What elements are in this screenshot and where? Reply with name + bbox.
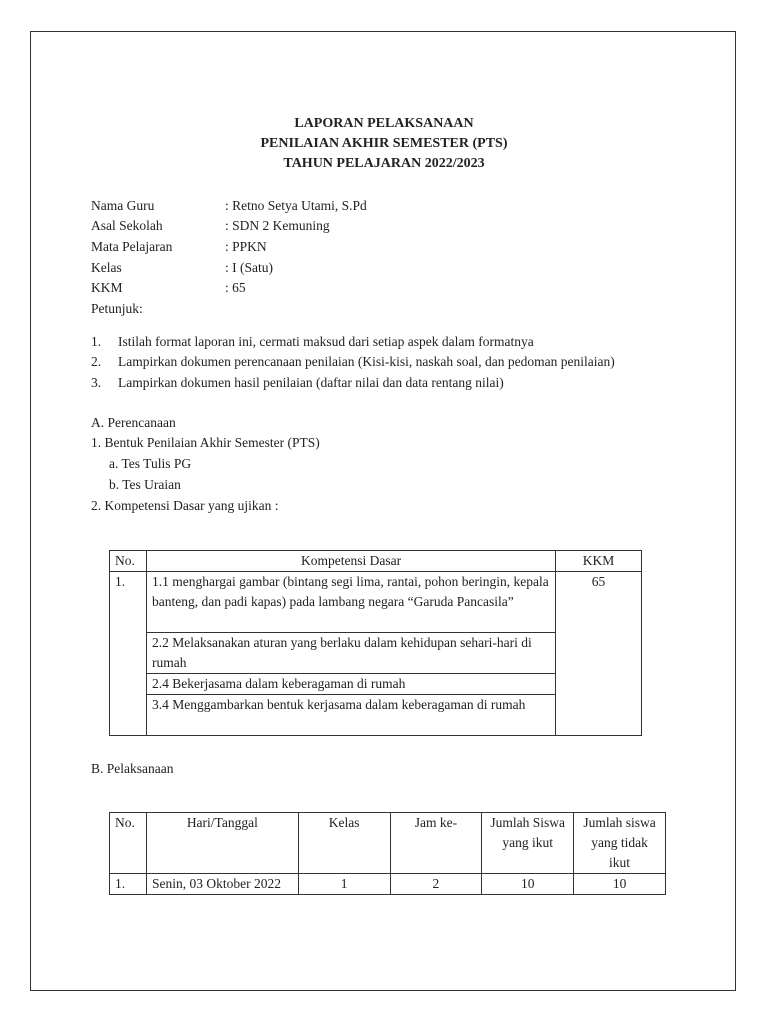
exec-table [109, 812, 666, 895]
instruction-number: 3. [91, 375, 102, 390]
info-value-nama-guru: : Retno Setya Utami, S.Pd [225, 198, 367, 213]
title-line-2: PENILAIAN AKHIR SEMESTER (PTS) [260, 136, 508, 151]
instruction-text: Lampirkan dokumen perencanaan penilaian (Kisi-kisi, naskah soal, dan pedoman penilaian) [118, 354, 615, 369]
section-a-heading: A. Perencanaan [91, 415, 176, 430]
info-label-nama-guru: Nama Guru [91, 198, 155, 213]
title-line-3: TAHUN PELAJARAN 2022/2023 [283, 156, 485, 171]
section-a-sub-b: b. Tes Uraian [109, 477, 181, 492]
petunjuk-label: Petunjuk: [91, 301, 143, 316]
exec-header-ikut: Jumlah Siswa yang ikut [482, 813, 574, 874]
kd-table-header [110, 551, 642, 572]
section-a-item-1: 1. Bentuk Penilaian Akhir Semester (PTS) [91, 435, 320, 450]
table-row [110, 572, 642, 633]
instruction-number: 1. [91, 334, 102, 349]
instruction-text: Lampirkan dokumen hasil penilaian (daftar nilai dan data rentang nilai) [118, 375, 504, 390]
exec-header-kelas: Kelas [298, 813, 390, 874]
kd-header-kkm: KKM [556, 551, 642, 572]
info-label-asal-sekolah: Asal Sekolah [91, 218, 163, 233]
exec-header-no: No. [110, 813, 147, 874]
exec-cell-date: Senin, 03 Oktober 2022 [146, 874, 298, 895]
table-row [110, 874, 666, 895]
info-value-kelas: : I (Satu) [225, 260, 273, 275]
instruction-text: Istilah format laporan ini, cermati maksud dari setiap aspek dalam formatnya [118, 334, 534, 349]
info-value-kkm: : 65 [225, 280, 246, 295]
info-value-asal-sekolah: : SDN 2 Kemuning [225, 218, 330, 233]
exec-cell-kelas: 1 [298, 874, 390, 895]
info-label-kelas: Kelas [91, 260, 122, 275]
info-label-mata-pelajaran: Mata Pelajaran [91, 239, 173, 254]
kd-item: 1.1 menghargai gambar (bintang segi lima, rantai, pohon beringin, kepala banteng, dan padi kapas) pada lambang negara “Garuda Pancasila” [146, 572, 555, 633]
kd-row-no: 1. [110, 572, 147, 736]
kd-header-kompetensi: Kompetensi Dasar [146, 551, 555, 572]
exec-cell-tidak-ikut: 10 [574, 874, 666, 895]
instruction-number: 2. [91, 354, 102, 369]
exec-table-header [110, 813, 666, 874]
section-b-heading: B. Pelaksanaan [91, 761, 174, 776]
kd-kkm-value: 65 [556, 572, 642, 736]
info-label-kkm: KKM [91, 280, 123, 295]
kd-table [109, 550, 642, 736]
document-page [30, 31, 736, 991]
exec-cell-ikut: 10 [482, 874, 574, 895]
kd-item: 2.4 Bekerjasama dalam keberagaman di rumah [146, 674, 555, 695]
info-value-mata-pelajaran: : PPKN [225, 239, 267, 254]
section-a-sub-a: a. Tes Tulis PG [109, 456, 192, 471]
kd-item: 3.4 Menggambarkan bentuk kerjasama dalam keberagaman di rumah [146, 695, 555, 736]
exec-header-jam: Jam ke- [390, 813, 482, 874]
exec-cell-no: 1. [110, 874, 147, 895]
exec-cell-jam: 2 [390, 874, 482, 895]
exec-header-date: Hari/Tanggal [146, 813, 298, 874]
exec-header-tidak-ikut: Jumlah siswa yang tidak ikut [574, 813, 666, 874]
kd-header-no: No. [110, 551, 147, 572]
title-line-1: LAPORAN PELAKSANAAN [294, 116, 474, 131]
section-a-item-2: 2. Kompetensi Dasar yang ujikan : [91, 498, 279, 513]
kd-item: 2.2 Melaksanakan aturan yang berlaku dalam kehidupan sehari-hari di rumah [146, 633, 555, 674]
